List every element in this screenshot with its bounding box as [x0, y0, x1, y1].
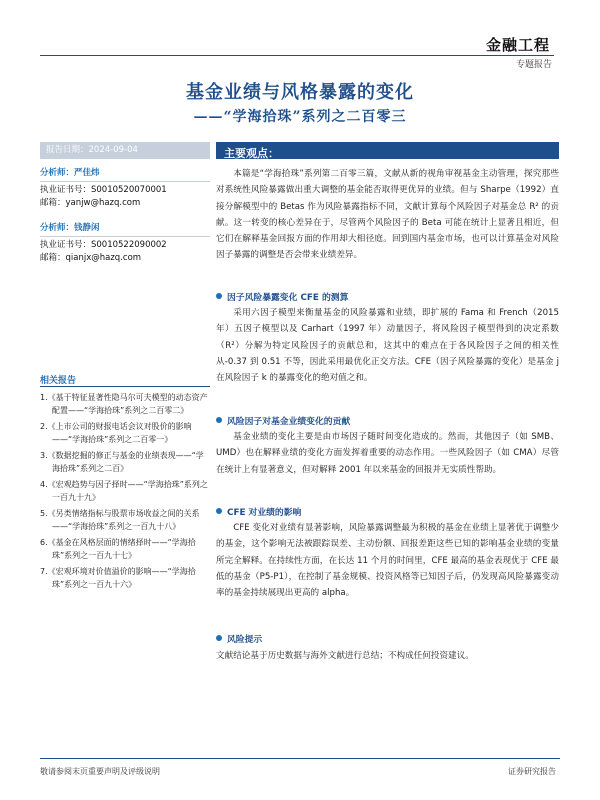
section-body-text: 文献结论基于历史数据与海外文献进行总结；不构成任何投资建议。	[216, 651, 474, 661]
bullet-icon	[216, 417, 222, 423]
section-body-text: CFE 变化对业绩有显著影响，风险暴露调整最为积极的基金在业绩上显著优于调整少的基金，这个影响无法被跟踪误差、主动份额、回报差距这些已知的影响基金业绩的变量所完全解释。在持续性方面，在长达 11 个月的时间里，CFE 最高的基金表现优于 CFE 最低的基金（P5-P1），在控制了基金规模、投资风格等已知因子后，仍发现高风险暴露变动率的基金持续展现出更高的 alpha。	[216, 523, 559, 599]
section-body-cfe-performance	[216, 520, 559, 601]
analyst-block	[40, 167, 210, 210]
footer-divider	[40, 758, 560, 759]
section-heading-cfe-measure	[216, 290, 348, 303]
section-body-text: 采用六因子模型来衡量基金的风险暴露和业绩，即扩展的 Fama 和 French（2015 年）五因子模型以及 Carhart（1997 年）动量因子，将风险因子模型得到的决定系数（R²）分解为特定风险因子的贡献总和，这其中的难点在于各风险因子之间的相关性从-0.37 到 0.51 不等，因此采用最优化正交方法。CFE（因子风险暴露的变化）是基金 j 在风险因子 k 的暴露变化的绝对值之和。	[216, 308, 559, 384]
related-report-item[interactable]: 2.《上市公司的财报电话会议对股价的影响——“学海拾珠”系列之二百零一》	[40, 422, 192, 444]
analyst-name: 分析师：钱静闲	[40, 223, 100, 233]
section-heading-text: CFE 对业绩的影响	[227, 508, 302, 518]
bullet-icon	[216, 635, 222, 641]
section-heading-text: 因子风险暴露变化 CFE 的测算	[227, 293, 349, 303]
intro-paragraph	[216, 166, 559, 264]
section-heading-risk-warning	[216, 632, 262, 645]
report-title: 基金业绩与风格暴露的变化	[186, 82, 414, 103]
related-report-item[interactable]: 5.《另类情绪指标与股票市场收益之间的关系——“学海拾珠”系列之一百九十八》	[40, 509, 200, 531]
analyst-cert: 执业证书号：S0010522090002	[40, 240, 167, 250]
intro-text: 本篇是“学海拾珠”系列第二百零三篇，文献从新的视角审视基金主动管理，探究那些对系统性风险暴露做出重大调整的基金能否取得更优异的业绩。但与 Sharpe（1992）直接分解模型中的 Betas 作为风险暴露指标不同，文献计算每个风险因子对基金总 R² 的贡献。这一转变的核心差异在于，尽管两个风险因子的 Beta 可能在统计上显著且相近，但它们在解释基金回报方面的作用却大相径庭。回到国内基金市场，也可以计算基金对风险因子暴露的调整是否会带来业绩差异。	[216, 169, 559, 261]
main-points-bar	[216, 142, 559, 159]
header-divider	[40, 55, 554, 56]
section-body-factor-contribution	[216, 429, 559, 478]
related-report-item[interactable]: 1.《基于特征显著性隐马尔可夫模型的动态资产配置——“学海拾珠”系列之二百零二》	[40, 393, 208, 415]
analyst-name: 分析师：严佳炜	[40, 168, 100, 178]
brand-title: 金融工程	[485, 36, 550, 54]
analyst-divider	[40, 181, 210, 182]
analyst-block	[40, 222, 210, 265]
related-report-item[interactable]: 4.《宏观趋势与因子择时——“学海拾珠”系列之一百九十九》	[40, 480, 208, 502]
report-subtitle: ——“学海拾珠”系列之二百零三	[193, 109, 407, 125]
bullet-icon	[216, 508, 222, 514]
related-reports-list	[40, 391, 210, 594]
analyst-email[interactable]: 邮箱：qianjx@hazq.com	[40, 253, 142, 263]
footer-label: 证券研究报告	[508, 767, 556, 776]
report-type: 专题报告	[515, 60, 552, 70]
related-report-item[interactable]: 6.《基金在风格层面的情绪择时——“学海拾珠”系列之一百九十七》	[40, 538, 196, 560]
section-heading-cfe-performance	[216, 505, 301, 518]
section-body-cfe-measure	[216, 305, 559, 386]
analyst-email[interactable]: 邮箱：yanjw@hazq.com	[40, 198, 141, 208]
related-divider	[40, 386, 210, 387]
section-body-text: 基金业绩的变化主要是由市场因子随时间变化造成的。然而，其他因子（如 SMB、UMD）也在解释业绩的变化方面发挥着重要的动态作用。一些风险因子（如 CMA）尽管在统计上有显著意义，但对解释 2001 年以来基金的回报并无实质性帮助。	[216, 432, 559, 475]
related-report-item[interactable]: 3.《数据挖掘的修正与基金的业绩表现——“学海拾珠”系列之二百》	[40, 451, 204, 473]
report-date: 报告日期：2024-09-04	[40, 142, 210, 159]
section-heading-factor-contribution	[216, 414, 350, 427]
related-reports-title: 相关报告	[40, 376, 77, 386]
section-body-risk-warning	[216, 648, 559, 664]
related-report-item[interactable]: 7.《宏观环境对价值溢价的影响——“学海拾珠”系列之一百九十六》	[40, 567, 196, 589]
footer-disclaimer: 敬请参阅末页重要声明及评级说明	[40, 767, 160, 776]
bullet-icon	[216, 293, 222, 299]
section-heading-text: 风险因子对基金业绩变化的贡献	[227, 417, 351, 427]
analyst-divider	[40, 236, 210, 237]
main-points-label: 主要观点：	[224, 147, 279, 160]
section-heading-text: 风险提示	[227, 635, 263, 645]
analyst-cert: 执业证书号：S0010520070001	[40, 185, 167, 195]
